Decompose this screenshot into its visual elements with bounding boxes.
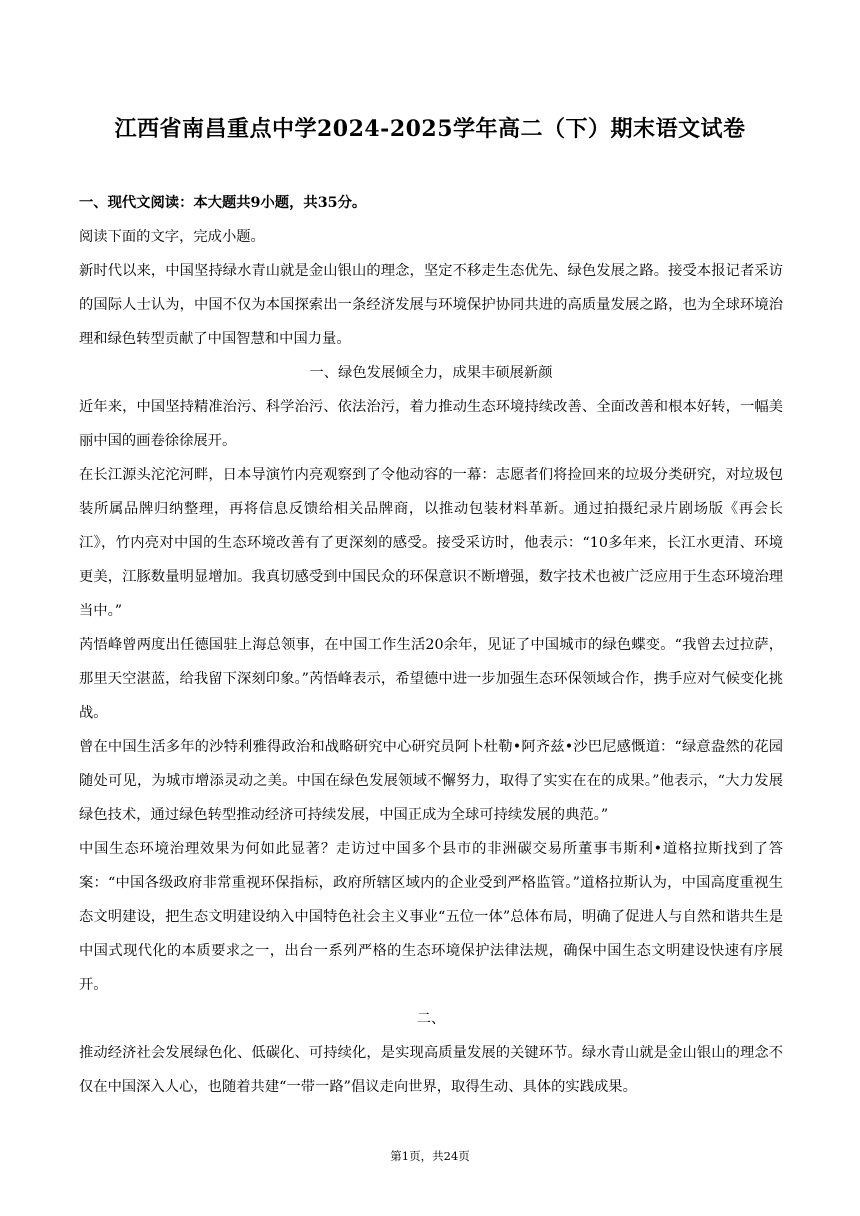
paragraph: 中国生态环境治理效果为何如此显著？走访过中国多个县市的非洲碳交易所董事韦斯利•道格拉斯找到了答案：“中国各级政府非常重视环保指标，政府所辖区域内的企业受到严格监管。”道格拉斯认为，中国高度重视生态文明建设，把生态文明建设纳入中国特色社会主义事业“五位一体”总体布局，明确了促进人与自然和谐共生是中国式现代化的本质要求之一，出台一系列严格的生态环境保护法律法规，确保中国生态文明建设快速有序展开。 (79, 841, 783, 993)
subheading-two: 二、 (416, 1011, 446, 1027)
paragraph: 在长江源头沱沱河畔，日本导演竹内亮观察到了令他动容的一幕：志愿者们将捡回来的垃圾分类研究，对垃圾包装所属品牌归纳整理，再将信息反馈给相关品牌商，以推动包装材料革新。通过拍摄纪录片剧场版《再会长江》，竹内亮对中国的生态环境改善有了更深刻的感受。接受采访时，他表示：“10多年来，长江水更清、环境更美，江豚数量明显增加。我真切感受到中国民众的环保意识不断增强，数字技术也被广泛应用于生态环境治理当中。” (79, 467, 783, 619)
paragraph: 曾在中国生活多年的沙特利雅得政治和战略研究中心研究员阿卜杜勒•阿齐兹•沙巴尼感慨道：“绿意盎然的花园随处可见，为城市增添灵动之美。中国在绿色发展领域不懈努力，取得了实实在在的成果。”他表示，“大力发展绿色技术，通过绿色转型推动经济可持续发展，中国正成为全球可持续发展的典范。” (79, 739, 783, 823)
page-footer: 第1页，共24页 (390, 1149, 470, 1163)
page-title: 江西省南昌重点中学2024-2025学年高二（下）期末语文试卷 (114, 116, 746, 142)
document-body (79, 186, 783, 1104)
paragraph-intro: 新时代以来，中国坚持绿水青山就是金山银山的理念，坚定不移走生态优先、绿色发展之路。接受本报记者采访的国际人士认为，中国不仅为本国探索出一条经济发展与环境保护协同共进的高质量发展之路，也为全球环境治理和绿色转型贡献了中国智慧和中国力量。 (79, 263, 783, 347)
subheading-one: 一、绿色发展倾全力，成果丰硕展新颜 (309, 365, 553, 381)
paragraph: 推动经济社会发展绿色化、低碳化、可持续化，是实现高质量发展的关键环节。绿水青山就是金山银山的理念不仅在中国深入人心，也随着共建“一带一路”倡议走向世界，取得生动、具体的实践成果。 (79, 1045, 783, 1095)
paragraph: 近年来，中国坚持精准治污、科学治污、依法治污，着力推动生态环境持续改善、全面改善和根本好转，一幅美丽中国的画卷徐徐展开。 (79, 399, 783, 449)
instruction-text: 阅读下面的文字，完成小题。 (79, 229, 265, 245)
paragraph: 芮悟峰曾两度出任德国驻上海总领事，在中国工作生活20余年，见证了中国城市的绿色蝶变。“我曾去过拉萨，那里天空湛蓝，给我留下深刻印象。”芮悟峰表示，希望德中进一步加强生态环保领域合作，携手应对气候变化挑战。 (79, 637, 783, 721)
section-heading: 一、现代文阅读：本大题共9小题，共35分。 (79, 195, 367, 211)
